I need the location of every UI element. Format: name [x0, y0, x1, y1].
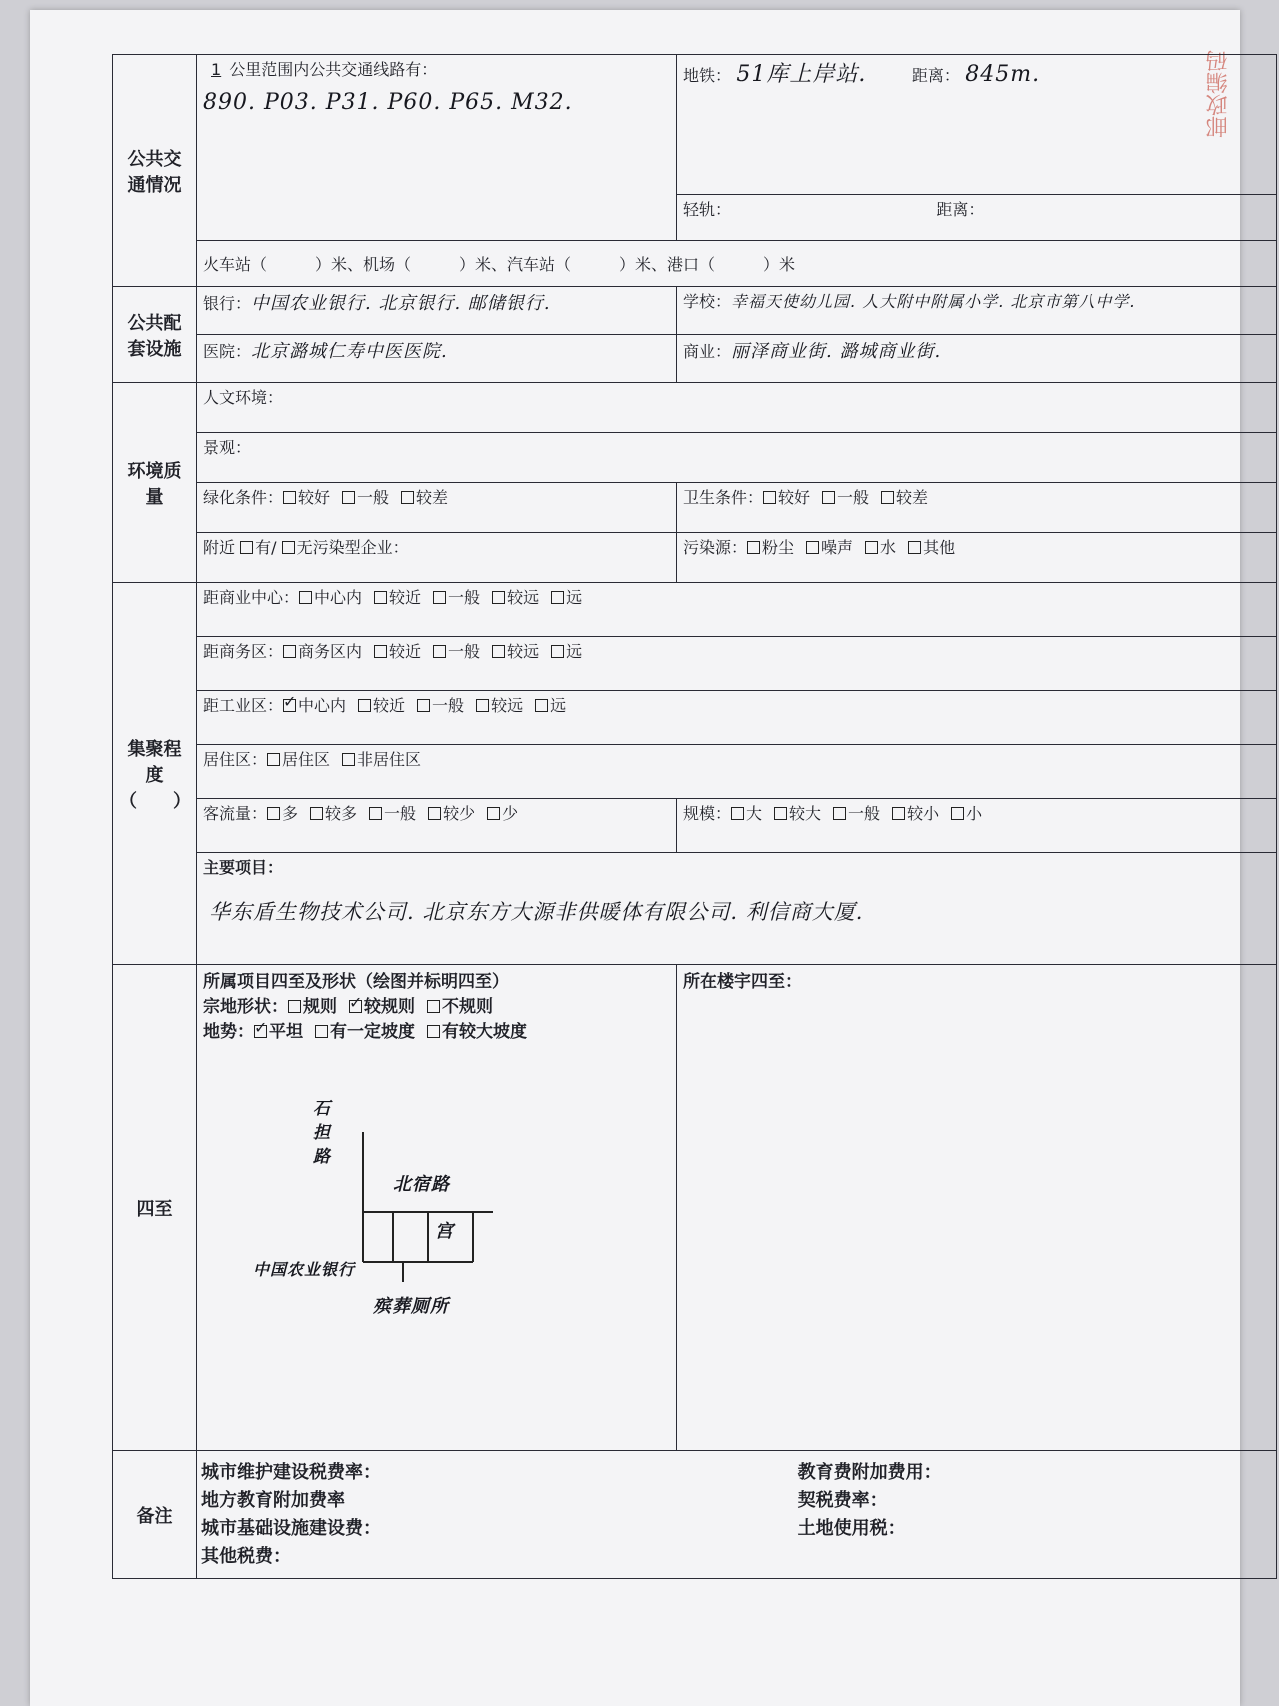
notes-section-label: 备注: [113, 1451, 197, 1579]
option-label: 一般: [837, 488, 870, 507]
option-label: 较远: [507, 588, 540, 607]
project-boundary-cell: [197, 965, 677, 1451]
pollution-option[interactable]: [865, 535, 896, 558]
pollution-option[interactable]: [806, 535, 853, 558]
greening-option[interactable]: [283, 485, 330, 508]
industrial-option[interactable]: [476, 693, 523, 716]
greening-option[interactable]: [342, 485, 389, 508]
checkbox-icon[interactable]: [427, 1025, 440, 1038]
commercial-options[interactable]: [299, 588, 594, 607]
option-label: 中心内: [298, 696, 347, 715]
metro-value: 51库上岸站.: [736, 62, 867, 87]
checkbox-icon[interactable]: [358, 699, 371, 712]
option-label: 居住区: [282, 750, 331, 769]
business-value: 丽泽商业街. 潞城商业街.: [731, 341, 942, 362]
option-label: 其他: [923, 538, 956, 557]
terrain-option[interactable]: [315, 1017, 415, 1042]
terrain-label: 地势：: [203, 1022, 254, 1042]
other-tax-label: 其他税费：: [201, 1546, 291, 1567]
option-label: 小: [966, 804, 983, 823]
checkbox-icon[interactable]: [535, 699, 548, 712]
scale-options[interactable]: [731, 804, 994, 823]
metro-distance-label: 距离：: [911, 66, 960, 85]
projects-cell: [197, 853, 1277, 965]
option-label: 较近: [389, 588, 422, 607]
option-label: 中心内: [314, 588, 363, 607]
infra-fee-label: 城市基础设施建设费：: [201, 1518, 381, 1539]
option-label: 较差: [896, 488, 929, 507]
business-district-option[interactable]: [433, 639, 480, 662]
light-rail-distance-label: 距离：: [936, 200, 985, 219]
checkbox-icon[interactable]: [342, 491, 355, 504]
industrial-option[interactable]: [535, 693, 566, 716]
business-district-option[interactable]: [551, 639, 582, 662]
urban-tax-label: 城市维护建设税费率：: [201, 1462, 381, 1483]
commercial-option[interactable]: [492, 585, 539, 608]
business-district-option[interactable]: [374, 639, 421, 662]
checkbox-icon[interactable]: [283, 699, 296, 712]
option-label: 较远: [507, 642, 540, 661]
option-label: 平坦: [269, 1022, 303, 1042]
checkbox-icon[interactable]: [374, 645, 387, 658]
nearby-yes-checkbox[interactable]: [240, 541, 253, 554]
checkbox-icon[interactable]: [267, 807, 280, 820]
local-edu-label: 地方教育附加费率: [201, 1490, 345, 1511]
option-label: 较近: [389, 642, 422, 661]
checkbox-icon[interactable]: [822, 491, 835, 504]
commercial-option[interactable]: [374, 585, 421, 608]
shape-option[interactable]: [427, 992, 493, 1017]
terrain-option[interactable]: [427, 1017, 527, 1042]
option-label: 较远: [491, 696, 524, 715]
checkbox-icon[interactable]: [476, 699, 489, 712]
boundaries-section-label: 四至: [113, 965, 197, 1451]
sanitation-label: 卫生条件：: [683, 488, 764, 507]
option-label: 非居住区: [357, 750, 422, 769]
option-label: 较多: [325, 804, 358, 823]
deed-tax-label: 契税费率：: [797, 1490, 888, 1511]
business-cell: [677, 335, 1277, 383]
option-label: 粉尘: [762, 538, 795, 557]
school-cell: [677, 287, 1277, 335]
checkbox-icon[interactable]: [492, 591, 505, 604]
option-label: 水: [880, 538, 897, 557]
option-label: 商务区内: [298, 642, 363, 661]
shape-option[interactable]: [349, 992, 415, 1017]
bus-prefix: 1: [211, 60, 222, 79]
traffic-option[interactable]: [428, 801, 475, 824]
facilities-section-label: 公共配套设施: [113, 287, 197, 383]
checkbox-icon[interactable]: [374, 591, 387, 604]
nearby-label: 附近: [203, 538, 236, 557]
hospital-value: 北京潞城仁寿中医医院.: [251, 341, 448, 362]
option-label: 规则: [303, 997, 337, 1017]
checkbox-icon[interactable]: [283, 491, 296, 504]
option-label: 不规则: [442, 997, 493, 1017]
land-tax-label: 土地使用税：: [797, 1518, 906, 1539]
business-district-option[interactable]: [492, 639, 539, 662]
checkbox-icon[interactable]: [433, 645, 446, 658]
option-label: 一般: [448, 642, 481, 661]
option-label: 多: [282, 804, 299, 823]
industrial-row: [197, 691, 1277, 745]
traffic-option[interactable]: [310, 801, 357, 824]
scale-option[interactable]: [774, 801, 821, 824]
checkbox-icon[interactable]: [254, 1025, 267, 1038]
checkbox-icon[interactable]: [433, 591, 446, 604]
commercial-option[interactable]: [299, 585, 362, 608]
scale-option[interactable]: [833, 801, 880, 824]
checkbox-icon[interactable]: [806, 541, 819, 554]
option-label: 较规则: [364, 997, 415, 1017]
site-sketch: [203, 1042, 670, 1342]
option-label: 一般: [357, 488, 390, 507]
industrial-option[interactable]: [283, 693, 346, 716]
bus-cell: [197, 55, 677, 241]
metro-distance-value: 845m.: [965, 62, 1041, 87]
greening-cell: [197, 483, 677, 533]
scale-option[interactable]: [951, 801, 982, 824]
building-boundary-label: 所在楼宇四至：: [683, 972, 802, 992]
hospital-cell: [197, 335, 677, 383]
edu-surcharge-label: 教育费附加费用：: [797, 1462, 942, 1483]
sanitation-option[interactable]: [881, 485, 928, 508]
pollution-cell: [677, 533, 1277, 583]
bank-label: 银行：: [203, 294, 252, 313]
option-label: 较近: [373, 696, 406, 715]
checkbox-icon[interactable]: [283, 645, 296, 658]
option-label: 一般: [432, 696, 465, 715]
checkbox-icon[interactable]: [881, 491, 894, 504]
option-label: 噪声: [821, 538, 854, 557]
nearby-opt1: 有/: [255, 538, 277, 557]
option-label: 远: [550, 696, 567, 715]
checkbox-icon[interactable]: [267, 753, 280, 766]
sanitation-options[interactable]: [763, 488, 940, 507]
commercial-option[interactable]: [433, 585, 480, 608]
sketch-site-label: 宫: [435, 1221, 454, 1242]
checkbox-icon[interactable]: [310, 807, 323, 820]
sketch-southwest-label: 中国农业银行: [253, 1260, 356, 1279]
light-rail-label: 轻轨：: [683, 200, 732, 219]
traffic-options[interactable]: [267, 804, 530, 823]
option-label: 一般: [848, 804, 881, 823]
checkbox-icon[interactable]: [288, 1000, 301, 1013]
agglomeration-paren: （ ）: [119, 790, 191, 812]
business-label: 商业：: [683, 342, 732, 361]
business-district-label: 距商务区：: [203, 642, 284, 661]
residential-option[interactable]: [342, 747, 421, 770]
shape-label: 宗地形状：: [203, 997, 288, 1017]
greening-label: 绿化条件：: [203, 488, 284, 507]
nearby-cell: [197, 533, 677, 583]
traffic-option[interactable]: [369, 801, 416, 824]
business-district-row: [197, 637, 1277, 691]
shape-options[interactable]: [288, 997, 505, 1017]
commercial-option[interactable]: [551, 585, 582, 608]
traffic-option[interactable]: [267, 801, 298, 824]
notes-table: [197, 1457, 1276, 1569]
bank-value: 中国农业银行. 北京银行. 邮储银行.: [251, 293, 551, 314]
scale-option[interactable]: [731, 801, 762, 824]
residential-label: 居住区：: [203, 750, 268, 769]
project-boundary-title: 所属项目四至及形状（绘图并标明四至）: [203, 972, 509, 992]
checkbox-icon[interactable]: [551, 591, 564, 604]
checkbox-icon[interactable]: [892, 807, 905, 820]
option-label: 一般: [384, 804, 417, 823]
document-page: [30, 10, 1240, 1706]
checkbox-icon[interactable]: [763, 491, 776, 504]
option-label: 有一定坡度: [330, 1022, 415, 1042]
hospital-label: 医院：: [203, 342, 252, 361]
option-label: 较少: [443, 804, 476, 823]
school-value: 幸福天使幼儿园. 人大附中附属小学. 北京市第八中学.: [731, 292, 1136, 311]
checkbox-icon[interactable]: [315, 1025, 328, 1038]
checkbox-icon[interactable]: [833, 807, 846, 820]
greening-options[interactable]: [283, 488, 460, 507]
checkbox-icon[interactable]: [865, 541, 878, 554]
industrial-options[interactable]: [283, 696, 578, 715]
pollution-option[interactable]: [908, 535, 955, 558]
pollution-options[interactable]: [747, 538, 967, 557]
business-district-option[interactable]: [283, 639, 362, 662]
residential-row: [197, 745, 1277, 799]
traffic-label: 客流量：: [203, 804, 268, 823]
sketch-west-label: 石担路: [313, 1099, 331, 1167]
industrial-option[interactable]: [417, 693, 464, 716]
option-label: 远: [566, 588, 583, 607]
pollution-label: 污染源：: [683, 538, 748, 557]
checkbox-icon[interactable]: [417, 699, 430, 712]
side-stamp: 邮政编码: [1206, 50, 1231, 138]
shape-option[interactable]: [288, 992, 337, 1017]
school-label: 学校：: [683, 292, 732, 311]
checkbox-icon[interactable]: [342, 753, 355, 766]
option-label: 较大: [789, 804, 822, 823]
option-label: 大: [746, 804, 763, 823]
checkbox-icon[interactable]: [487, 807, 500, 820]
industrial-option[interactable]: [358, 693, 405, 716]
projects-label: 主要项目：: [203, 858, 284, 877]
commercial-label: 距商业中心：: [203, 588, 300, 607]
notes-cell: [197, 1451, 1277, 1579]
option-label: 较好: [778, 488, 811, 507]
checkbox-icon[interactable]: [349, 1000, 362, 1013]
nearby-no-checkbox[interactable]: [282, 541, 295, 554]
agglomeration-label: 集聚程度: [127, 738, 182, 786]
traffic-cell: [197, 799, 677, 853]
projects-value: 华东盾生物技术公司. 北京东方大源非供暖体有限公司. 利信商大厦.: [209, 900, 864, 924]
option-label: 较好: [298, 488, 331, 507]
residential-options[interactable]: [267, 750, 433, 769]
metro-label: 地铁：: [683, 66, 732, 85]
scale-option[interactable]: [892, 801, 939, 824]
pollution-option[interactable]: [747, 535, 794, 558]
checkbox-icon[interactable]: [401, 491, 414, 504]
checkbox-icon[interactable]: [428, 807, 441, 820]
checkbox-icon[interactable]: [747, 541, 760, 554]
checkbox-icon[interactable]: [908, 541, 921, 554]
sketch-south-label: 殡葬厕所: [373, 1296, 449, 1317]
option-label: 有较大坡度: [442, 1022, 527, 1042]
checkbox-icon[interactable]: [299, 591, 312, 604]
sanitation-option[interactable]: [822, 485, 869, 508]
nearby-opt2: 无污染型企业：: [296, 538, 409, 557]
traffic-option[interactable]: [487, 801, 518, 824]
checkbox-icon[interactable]: [551, 645, 564, 658]
business-district-options[interactable]: [283, 642, 594, 661]
option-label: 一般: [448, 588, 481, 607]
light-rail-cell: [677, 195, 1277, 241]
bus-lines: 890. P03. P31. P60. P65. M32.: [203, 90, 573, 115]
survey-form: [112, 54, 1277, 1579]
terrain-option[interactable]: [254, 1017, 303, 1042]
scale-cell: [677, 799, 1277, 853]
scale-label: 规模：: [683, 804, 732, 823]
bus-label: 公里范围内公共交通线路有：: [229, 60, 438, 79]
sketch-north-label: 北宿路: [393, 1174, 450, 1195]
environment-section-label: 环境质量: [113, 383, 197, 583]
greening-option[interactable]: [401, 485, 448, 508]
option-label: 远: [566, 642, 583, 661]
checkbox-icon[interactable]: [427, 1000, 440, 1013]
agglomeration-section: [113, 583, 197, 965]
option-label: 少: [502, 804, 519, 823]
sanitation-cell: [677, 483, 1277, 533]
landscape-label: 景观：: [197, 433, 1277, 483]
terrain-options[interactable]: [254, 1022, 539, 1042]
checkbox-icon[interactable]: [492, 645, 505, 658]
checkbox-icon[interactable]: [774, 807, 787, 820]
residential-option[interactable]: [267, 747, 330, 770]
industrial-label: 距工业区：: [203, 696, 284, 715]
transport-section-label: 公共交通情况: [113, 55, 197, 287]
stations-line: 火车站（ ）米、机场（ ）米、汽车站（ ）米、港口（ ）米: [197, 241, 1277, 287]
metro-cell: [677, 55, 1277, 195]
culture-label: 人文环境：: [197, 383, 1277, 433]
option-label: 较小: [907, 804, 940, 823]
option-label: 较差: [416, 488, 449, 507]
building-boundary-cell: [677, 965, 1277, 1451]
commercial-row: [197, 583, 1277, 637]
checkbox-icon[interactable]: [369, 807, 382, 820]
bank-cell: [197, 287, 677, 335]
checkbox-icon[interactable]: [731, 807, 744, 820]
sanitation-option[interactable]: [763, 485, 810, 508]
checkbox-icon[interactable]: [951, 807, 964, 820]
